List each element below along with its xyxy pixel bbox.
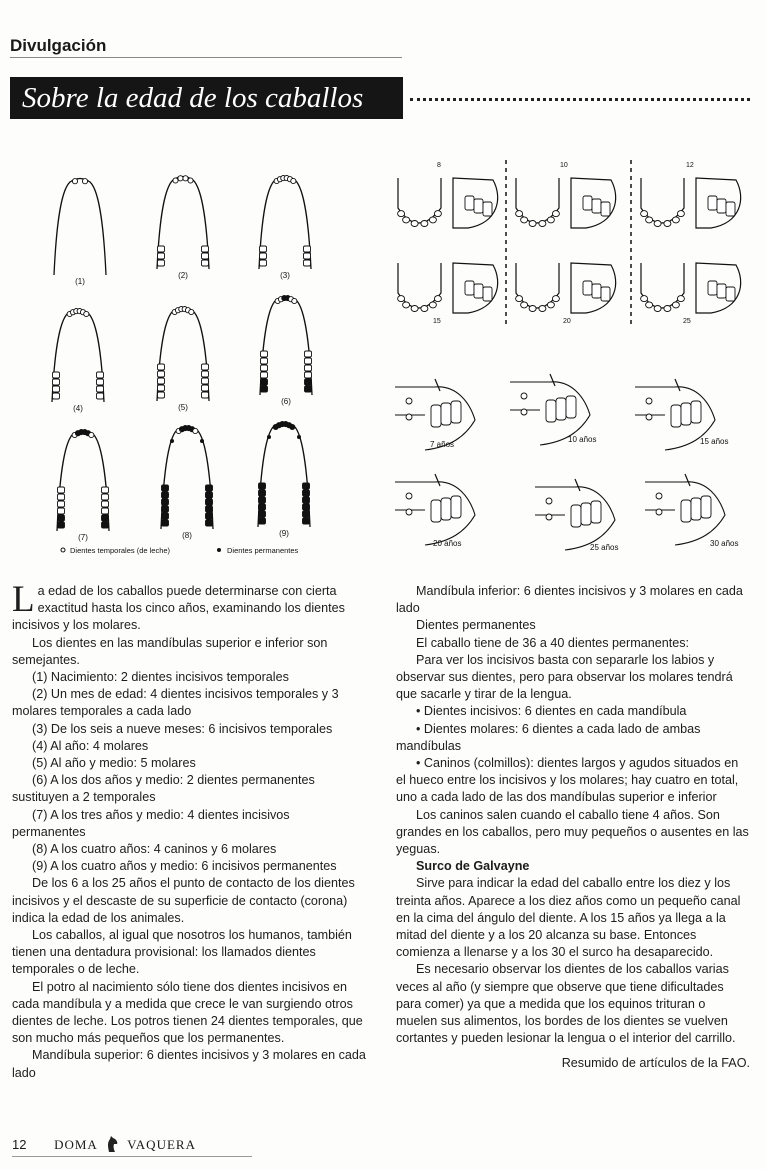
incisor-tooth <box>431 500 441 522</box>
legend-temporal: Dientes temporales (de leche) <box>70 546 171 555</box>
arrow-icon <box>685 474 690 486</box>
jaw-outline <box>54 179 106 276</box>
permanent-molar <box>102 515 109 521</box>
paragraph: Los dientes en las mandíbulas superior e inferior son semejantes. <box>12 635 328 667</box>
incisor-view <box>398 263 498 313</box>
incisor-tooth <box>677 211 684 217</box>
permanent-molar <box>259 483 266 489</box>
age-label-15-anos: 15 años <box>700 437 729 446</box>
jaw-label-5: (5) <box>178 403 188 412</box>
incisor-tooth <box>556 398 566 420</box>
paragraph: El potro al nacimiento sólo tiene dos dientes incisivos en cada mandíbula y a medida que crece le van surgiendo otros dientes de leche. Los potros tienen 24 dientes temporales, que son mucho más pequeños que los permanentes. <box>12 979 363 1046</box>
incisor-view <box>516 263 616 313</box>
incisor-tooth <box>434 211 441 217</box>
incisor-tooth <box>403 302 410 308</box>
temporal-molar <box>97 393 104 399</box>
temporal-molar <box>58 487 65 493</box>
incisor-tooth <box>411 306 418 312</box>
tooth-profile <box>645 474 725 545</box>
incisor-tooth <box>441 498 451 520</box>
temporal-molar <box>305 372 312 378</box>
incisor-tooth <box>672 302 679 308</box>
incisor-tooth <box>701 496 711 518</box>
temporal-molar <box>304 260 311 266</box>
incisor-tooth <box>546 400 556 422</box>
incisor-tooth <box>641 211 648 217</box>
temporal-molar <box>202 385 209 391</box>
article-column-left <box>12 579 366 1082</box>
paragraph: Los caninos salen cuando el caballo tiene 4 años. Son grandes en los caballos, pero muy pequeños o ausentes en las yeguas. <box>396 807 749 857</box>
temporal-molar <box>260 253 267 259</box>
temporal-molar <box>53 393 60 399</box>
incisor-side-tooth <box>601 287 610 301</box>
permanent-molar <box>206 506 213 512</box>
paragraph: De los 6 a los 25 años el punto de contacto de los dientes incisivos y el descaste de su superficie de contacto (corona) indica la edad de los animales. <box>12 876 355 925</box>
incisor-tooth <box>654 306 661 312</box>
list-item: (1) Nacimiento: 2 dientes incisivos temporales <box>32 670 289 685</box>
subheading-galvayne: Surco de Galvayne <box>416 859 530 874</box>
permanent-molar <box>305 379 312 385</box>
incisor-side-tooth <box>708 281 717 295</box>
temporal-molar <box>53 372 60 378</box>
jaw-label-3: (3) <box>280 271 290 280</box>
temporal-molar <box>261 351 268 357</box>
temporal-molar <box>261 365 268 371</box>
list-item: (6) A los dos años y medio: 2 dientes permanentes sustituyen a 2 temporales <box>12 773 315 805</box>
paragraph: Dientes permanentes <box>416 618 536 633</box>
article-title: Sobre la edad de los caballos <box>10 77 403 119</box>
page-footer <box>12 1135 196 1153</box>
tooth-profile <box>535 479 615 550</box>
age-label-25-anos: 25 años <box>590 543 619 552</box>
arrow-icon <box>435 474 440 486</box>
temporal-molar <box>261 358 268 364</box>
temporal-incisor <box>82 179 87 184</box>
incisor-tooth <box>591 501 601 523</box>
age-label-10-anos: 10 años <box>568 435 597 444</box>
temporal-molar <box>158 385 165 391</box>
incisor-tooth <box>516 296 523 302</box>
incisor-side-tooth <box>474 284 483 298</box>
temporal-molar <box>97 386 104 392</box>
incisor-side-tooth <box>601 202 610 216</box>
temporal-legend-icon <box>61 548 65 552</box>
paragraph: Para ver los incisivos basta con separarle los labios y observar sus dientes, pero para observar los molares tendrá que sacarle y tirar de la lengua. <box>396 652 733 702</box>
arrow-icon <box>435 379 440 391</box>
incisor-side-tooth <box>717 199 726 213</box>
temporal-molar <box>158 253 165 259</box>
temporal-incisor <box>188 178 193 183</box>
permanent-molar <box>261 379 268 385</box>
permanent-molar <box>162 485 169 491</box>
incisor-side-tooth <box>583 281 592 295</box>
age-label-20-anos: 20 años <box>433 539 462 548</box>
incisor-tooth <box>529 306 536 312</box>
temporal-molar <box>304 246 311 252</box>
incisor-side-tooth <box>592 199 601 213</box>
temporal-molar <box>158 371 165 377</box>
arrow-icon <box>550 374 555 386</box>
jaw-label-9: (9) <box>279 529 289 538</box>
incisor-tooth <box>547 302 554 308</box>
incisor-wear-diagram <box>393 158 753 328</box>
list-item: (5) Al año y medio: 5 molares <box>32 756 196 771</box>
incisor-tooth <box>411 221 418 227</box>
incisor-side-tooth <box>483 202 492 216</box>
incisor-tooth <box>434 296 441 302</box>
age-label-20: 20 <box>563 318 571 325</box>
temporal-molar <box>158 260 165 266</box>
permanent-molar <box>162 499 169 505</box>
incisor-tooth <box>681 500 691 522</box>
age-label-8: 8 <box>437 162 441 169</box>
permanent-molar <box>259 504 266 510</box>
permanent-legend-icon <box>217 548 221 552</box>
temporal-molar <box>305 358 312 364</box>
temporal-molar <box>202 246 209 252</box>
permanent-molar <box>206 485 213 491</box>
list-item: (9) A los cuatro años y medio: 6 incisivos permanentes <box>32 859 337 874</box>
incisor-tooth <box>529 221 536 227</box>
incisor-tooth <box>516 211 523 217</box>
page-number: 12 <box>12 1137 27 1152</box>
incisor-tooth <box>552 211 559 217</box>
horse-head-icon <box>104 1135 120 1153</box>
temporal-molar <box>58 501 65 507</box>
incisor-side-tooth <box>717 284 726 298</box>
incisor-tooth <box>691 401 701 423</box>
jaw-label-7: (7) <box>78 533 88 542</box>
incisor-tooth <box>664 221 671 227</box>
permanent-molar <box>303 497 310 503</box>
incisor-side-tooth <box>465 196 474 210</box>
temporal-incisor <box>89 432 94 437</box>
temporal-incisor <box>84 311 89 316</box>
incisor-view <box>641 263 741 313</box>
list-item: (8) A los cuatro años: 4 caninos y 6 molares <box>32 842 277 857</box>
incisor-tooth <box>429 302 436 308</box>
incisor-tooth <box>521 217 528 223</box>
temporal-molar <box>158 364 165 370</box>
permanent-molar <box>259 490 266 496</box>
list-item: • Caninos (colmillos): dientes largos y agudos situados en el hueco entre los incisivos y los molares; hay cuatro en total, uno a cada lado de las dos mandíbulas superior e inferior <box>396 756 739 805</box>
canine-tooth <box>267 435 271 439</box>
permanent-molar <box>259 511 266 517</box>
jaw-label-4: (4) <box>73 404 83 413</box>
incisor-tooth <box>451 401 461 423</box>
incisor-tooth <box>429 217 436 223</box>
paragraph <box>12 579 366 635</box>
permanent-molar <box>305 386 312 392</box>
age-label-15: 15 <box>433 318 441 325</box>
list-item: (7) A los tres años y medio: 4 dientes incisivos permanentes <box>12 807 290 839</box>
incisor-tooth <box>552 296 559 302</box>
incisor-tooth <box>571 505 581 527</box>
temporal-incisor <box>183 176 188 181</box>
permanent-molar <box>206 513 213 519</box>
incisor-tooth <box>421 306 428 312</box>
incisor-tooth <box>451 496 461 518</box>
list-item: (3) De los seis a nueve meses: 6 incisivos temporales <box>32 721 333 736</box>
incisor-tooth <box>566 396 576 418</box>
temporal-molar <box>260 260 267 266</box>
temporal-molar <box>304 253 311 259</box>
source-credit: Resumido de artículos de la FAO. <box>561 1056 750 1071</box>
permanent-molar <box>162 506 169 512</box>
temporal-molar <box>202 364 209 370</box>
temporal-incisor <box>193 428 198 433</box>
jaw-label-2: (2) <box>178 271 188 280</box>
paragraph: Sirve para indicar la edad del caballo entre los diez y los treinta años. Aparece a los diez años como un pequeño canal en la cima del ángulo del diente. A los 15 años ya llega a la mitad del diente y a los 20 alcanza su base. Entonces comienza a llenarse y a los 30 el surco ha desaparecido. <box>396 876 741 960</box>
canine-tooth <box>200 439 204 443</box>
age-label-10: 10 <box>560 162 568 169</box>
permanent-molar <box>58 515 65 521</box>
list-item: (2) Un mes de edad: 4 dientes incisivos temporales y 3 molares temporales a cada lado <box>12 687 339 719</box>
temporal-molar <box>202 253 209 259</box>
brand-left: DOMA <box>54 1137 98 1152</box>
incisor-side-tooth <box>483 287 492 301</box>
paragraph: Mandíbula inferior: 6 dientes incisivos y 3 molares en cada lado <box>396 584 743 616</box>
arrow-icon <box>575 479 580 491</box>
age-label-12: 12 <box>686 162 694 169</box>
incisor-side-tooth <box>726 287 735 301</box>
permanent-molar <box>58 522 65 528</box>
list-item: (4) Al año: 4 molares <box>32 738 149 753</box>
temporal-molar <box>260 246 267 252</box>
dropcap: L <box>12 579 35 620</box>
temporal-molar <box>158 246 165 252</box>
incisor-tooth <box>398 211 405 217</box>
galvayne-groove-diagram <box>390 355 755 560</box>
incisor-tooth <box>403 217 410 223</box>
incisor-side-tooth <box>583 196 592 210</box>
temporal-molar <box>202 392 209 398</box>
permanent-molar <box>303 511 310 517</box>
temporal-molar <box>102 508 109 514</box>
temporal-molar <box>58 494 65 500</box>
incisor-tooth <box>521 302 528 308</box>
incisor-view <box>641 178 741 228</box>
article-column-right <box>396 583 750 1073</box>
age-label-25: 25 <box>683 318 691 325</box>
incisor-tooth <box>431 405 441 427</box>
incisor-side-tooth <box>726 202 735 216</box>
temporal-molar <box>97 372 104 378</box>
paragraph: Los caballos, al igual que nosotros los humanos, también tienen una dentadura provisional: los llamados dientes temporales o de leche. <box>12 928 352 977</box>
temporal-incisor <box>178 176 183 181</box>
incisor-tooth <box>539 221 546 227</box>
incisor-tooth <box>677 296 684 302</box>
permanent-molar <box>206 492 213 498</box>
legend-permanent: Dientes permanentes <box>227 546 299 555</box>
permanent-incisor <box>290 424 295 429</box>
incisor-tooth <box>671 405 681 427</box>
temporal-incisor <box>292 298 297 303</box>
temporal-molar <box>202 371 209 377</box>
paragraph: Mandíbula superior: 6 dientes incisivos y 3 molares en cada lado <box>12 1048 366 1080</box>
temporal-molar <box>53 386 60 392</box>
incisor-tooth <box>547 217 554 223</box>
temporal-molar <box>158 378 165 384</box>
incisor-tooth <box>654 221 661 227</box>
age-label-30-anos: 30 años <box>710 539 739 548</box>
jaw-label-1: (1) <box>75 277 85 286</box>
lead-text: a edad de los caballos puede determinarse con cierta exactitud hasta los cinco años, examinando los dientes incisivos y los molares. <box>12 584 345 633</box>
temporal-incisor <box>189 309 194 314</box>
age-label-7-anos: 7 años <box>430 440 455 449</box>
paragraph: El caballo tiene de 36 a 40 dientes permanentes: <box>416 635 690 650</box>
permanent-molar <box>261 386 268 392</box>
canine-tooth <box>297 435 301 439</box>
temporal-molar <box>305 365 312 371</box>
temporal-molar <box>261 372 268 378</box>
temporal-molar <box>53 379 60 385</box>
temporal-molar <box>202 378 209 384</box>
permanent-molar <box>102 522 109 528</box>
incisor-tooth <box>681 403 691 425</box>
temporal-molar <box>102 494 109 500</box>
permanent-molar <box>303 490 310 496</box>
incisor-tooth <box>646 217 653 223</box>
incisor-tooth <box>581 503 591 525</box>
section-label: Divulgación <box>10 36 107 55</box>
permanent-molar <box>303 504 310 510</box>
permanent-molar <box>206 520 213 526</box>
arrow-icon <box>675 379 680 391</box>
incisor-side-tooth <box>474 199 483 213</box>
incisor-tooth <box>641 296 648 302</box>
permanent-molar <box>303 483 310 489</box>
incisor-tooth <box>398 296 405 302</box>
temporal-molar <box>102 487 109 493</box>
jaw-outline <box>258 423 310 528</box>
temporal-incisor <box>72 179 77 184</box>
temporal-molar <box>102 501 109 507</box>
tooth-profile <box>395 474 475 545</box>
paragraph: Es necesario observar los dientes de los caballos varias veces al año (y siempre que observe que tiene dificultades para comer) ya que a medida que los equinos trituran o muelen sus alimentos, los bordes de los dientes se vuelven cortantes y pueden lesionar la lengua o el interior del carrillo. <box>396 962 736 1046</box>
temporal-incisor <box>173 178 178 183</box>
incisor-tooth <box>421 221 428 227</box>
incisor-side-tooth <box>592 284 601 298</box>
temporal-molar <box>202 260 209 266</box>
list-item: • Dientes incisivos: 6 dientes en cada mandíbula <box>416 704 687 719</box>
temporal-molar <box>158 392 165 398</box>
permanent-molar <box>162 520 169 526</box>
incisor-tooth <box>539 306 546 312</box>
permanent-molar <box>303 518 310 524</box>
brand-right: VAQUERA <box>127 1137 196 1152</box>
canine-tooth <box>170 439 174 443</box>
incisor-tooth <box>664 306 671 312</box>
permanent-molar <box>206 499 213 505</box>
temporal-molar <box>58 508 65 514</box>
temporal-molar <box>97 379 104 385</box>
temporal-molar <box>305 351 312 357</box>
incisor-side-tooth <box>708 196 717 210</box>
footer-rule <box>12 1156 252 1157</box>
incisor-view <box>516 178 616 228</box>
permanent-molar <box>259 497 266 503</box>
jaw-label-8: (8) <box>182 531 192 540</box>
permanent-molar <box>162 513 169 519</box>
jaw-label-6: (6) <box>281 397 291 406</box>
jaw-teeth-diagram <box>30 165 370 565</box>
section-rule <box>10 57 402 58</box>
incisor-tooth <box>691 498 701 520</box>
incisor-side-tooth <box>465 281 474 295</box>
incisor-tooth <box>441 403 451 425</box>
list-item: • Dientes molares: 6 dientes a cada lado de ambas mandíbulas <box>396 721 701 753</box>
incisor-tooth <box>672 217 679 223</box>
incisor-tooth <box>646 302 653 308</box>
temporal-incisor <box>291 178 296 183</box>
permanent-molar <box>259 518 266 524</box>
title-dotted-leader <box>410 98 750 101</box>
permanent-molar <box>162 492 169 498</box>
incisor-view <box>398 178 498 228</box>
